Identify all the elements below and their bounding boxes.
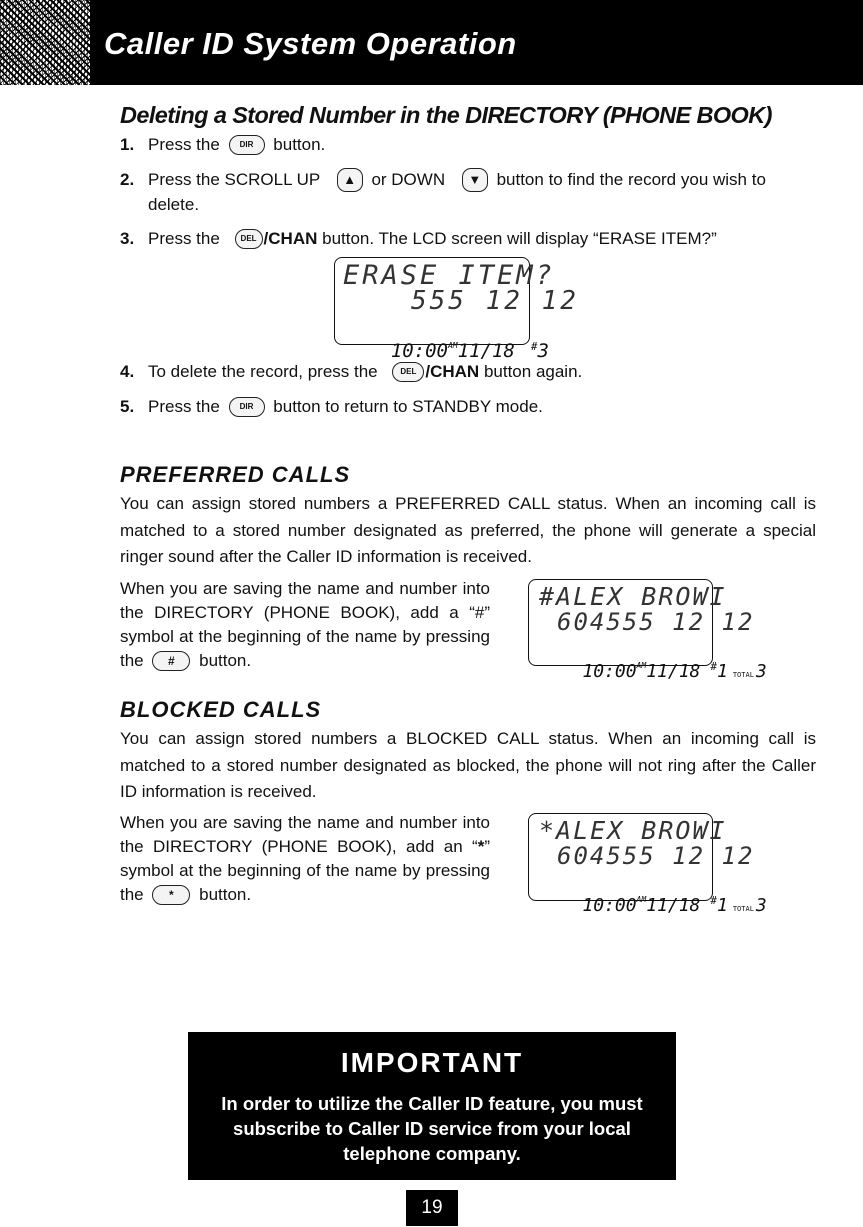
blocked-instructions [120,811,490,907]
step-text: Press the SCROLL UP [148,170,320,189]
blocked-section-title: BLOCKED CALLS [120,697,322,722]
important-body: In order to utilize the Caller ID feature, you must subscribe to Caller ID service from your local telephone company. [221,1093,643,1164]
step-text: button again. [483,362,583,381]
step-4 [120,360,816,384]
lcd-total-label: TOTAL [732,905,754,913]
step-text: Press the [148,229,220,248]
dir-key-icon: DIR [229,135,265,155]
lcd-time: 10:00 [390,340,448,362]
blocked-instructions-end: button. [199,885,252,904]
lcd-time: 10:00 [582,895,637,916]
blocked-instructions-text: When you are saving the name and number into the DIRECTORY (PHONE BOOK), add an “ [120,813,490,856]
preferred-instructions-end: button. [199,651,252,670]
preferred-section-title: PREFERRED CALLS [120,462,351,487]
preferred-instructions-text: When you are saving the name and number into the DIRECTORY (PHONE BOOK), add a “#” symbol at the beginning of the name by pressing the [120,579,490,670]
lcd-hash: # [530,340,538,353]
page-number: 19 [406,1190,458,1226]
important-notice [188,1032,676,1180]
scroll-down-key-icon: ▼ [462,168,488,192]
step-text: button. [273,135,326,154]
del-key-icon: DEL [235,229,263,249]
blocked-instructions-mid: ” symbol at the beginning of the name by pressing the [120,837,490,904]
lcd-hash: # [710,660,717,673]
hash-key-icon: # [152,651,190,671]
lcd-date: 11/18 [646,661,701,682]
lcd-entry: 1 [717,895,728,916]
step-3 [120,227,816,251]
lcd-date: 11/18 [457,340,515,362]
step-number: 5. [120,397,135,416]
header-bar [0,0,863,85]
lcd-ampm: AM [636,661,647,670]
step-text: button to return to STANDBY mode. [273,397,543,416]
lcd-total: 3 [755,661,767,682]
important-title: IMPORTANT [340,1047,524,1078]
lcd-line-2: 604555 12 12 [557,608,755,636]
step-1 [120,133,816,157]
step-text: Press the [148,397,220,416]
step-text: Press the [148,135,220,154]
lcd-total: 3 [755,895,767,916]
step-number: 1. [120,135,135,154]
lcd-line-1: *ALEX BROWI [539,816,727,845]
lcd-line-2: 555 12 12 [411,286,579,316]
lcd-line-2: 604555 12 12 [557,842,755,870]
lcd-line-3 [539,640,767,703]
lcd-erase-item [334,257,579,362]
star-key-icon: * [152,885,190,905]
preferred-description: You can assign stored numbers a PREFERRED CALL status. When an incoming call is matched to a stored number designated as preferred, the phone will generate a special ringer sound after the Caller ID information is received. [120,494,816,566]
lcd-time: 10:00 [582,661,637,682]
chan-label: /CHAN [425,362,480,381]
step-text: button to find the record you wish to delete. [148,170,766,214]
lcd-blocked [528,813,767,916]
step-5 [120,395,816,419]
lcd-ampm: AM [636,895,647,904]
preferred-instructions [120,577,490,673]
lcd-ampm: AM [447,341,458,350]
step-text: or DOWN [371,170,446,189]
step-text: To delete the record, press the [148,362,378,381]
dither-pattern [0,0,90,85]
chan-label: /CHAN [263,229,318,248]
delete-section-title: Deleting a Stored Number in the DIRECTORY (PHONE BOOK) [120,102,772,128]
lcd-line-3 [539,874,767,937]
blocked-description: You can assign stored numbers a BLOCKED CALL status. When an incoming call is matched to a stored number designated as blocked, the phone will not ring after the Caller ID information is received. [120,729,816,801]
lcd-count: 3 [537,340,549,362]
step-number: 3. [120,229,135,248]
del-key-icon: DEL [392,362,424,382]
lcd-date: 11/18 [646,895,701,916]
step-number: 2. [120,170,135,189]
lcd-total-label: TOTAL [732,671,754,679]
step-text: button. The LCD screen will display “ERASE ITEM?” [322,229,717,248]
lcd-hash: # [710,894,717,907]
lcd-entry: 1 [717,661,728,682]
lcd-line-1: #ALEX BROWI [539,582,727,611]
lcd-line-1: ERASE ITEM? [343,260,555,291]
asterisk-symbol: * [477,837,485,856]
page-title: Caller ID System Operation [104,26,517,61]
lcd-preferred [528,579,767,682]
step-number: 4. [120,362,135,381]
step-2 [120,168,816,217]
dir-key-icon: DIR [229,397,265,417]
scroll-up-key-icon: ▲ [337,168,363,192]
